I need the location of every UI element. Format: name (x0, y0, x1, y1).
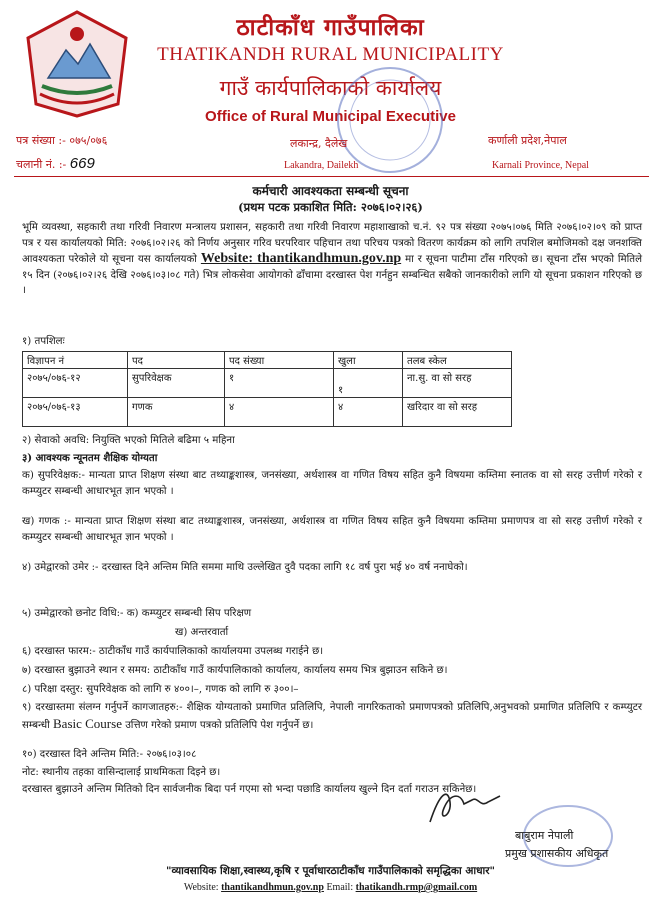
table-header-cell: पद (128, 352, 225, 369)
location-nepali: लकान्द्र, दैलेख (290, 137, 348, 150)
selection-method-interview: ख) अन्तरवार्ता (175, 627, 229, 638)
table-cell: खरिदार वा सो सरह (403, 398, 512, 427)
submission-place-time: ७) दरखास्त बुझाउने स्थान र समय: ठाटीकाँध गाउँ कार्यपालिकाको कार्यालय, कार्यालय समय भित्र बुझाउन सकिने छ। (22, 665, 448, 676)
notice-paragraph: भूमि व्यवस्था, सहकारी तथा गरिवी निवारण मन्त्रालय प्रशासन, सहकारी तथा गरिवी निवारण महाशाखाको च.नं. ९२ पत्र संख्या २०७५।०७६ मिति २०७६।०२।०९ को प्राप्त पत्र र यस कार्यालयको मिति: २०७६।०२।२६ को निर्णय अनुसार गरिव घरपरिवार पहिचान तथा परिचय पत्रको वितरण कार्यक्रम को लागि तपशिल बमोजिमको दक्ष जनशक्ति आवश्यकता परेकोले यो सूचना यस कार्यालयको Website: thantikandhmun.gov.np मा र सूचना पाटीमा टाँस गरिएको छ। सूचना टाँस भएको मितिले १५ दिन (२०७६।०२।२६ देखि २०७६।०३।०८ गते) भित्र लोकसेवा आयोगको ढाँचामा दरखास्त पेश गर्नहुन सम्बन्धित सबैको जानकारीको लागि यो सूचना प्रकाशन गरिएको छ । (22, 222, 642, 296)
table-header-row (23, 352, 512, 369)
office-name-nepali: गाउँ कार्यपालिकाको कार्यालय (219, 76, 442, 100)
dispatch-number: चलानी नं. :- 669 (16, 155, 95, 172)
details-heading: १) तपशिलः (22, 336, 65, 347)
signature-mark (420, 782, 520, 830)
footer-slogan: "व्यावसायिक शिक्षा,स्वास्थ्य,कृषि र पूर्वाधारठाटीकाँध गाउँपालिकाको समृद्धिका आधार" (165, 865, 496, 877)
province-nepali: कर्णाली प्रदेश,नेपाल (488, 134, 567, 147)
table-header-cell: विज्ञापन नं (23, 352, 128, 369)
location-english: Lakandra, Dailekh (284, 160, 359, 171)
qualification-supervisor: क) सुपरिवेक्षक:- मान्यता प्राप्त शिक्षण संस्था बाट तथ्याङ्कशास्त्र, जनसंख्या, अर्थशास्त्र वा गणित विषय सहित कुनै विषयमा कम्तिमा स्नातक वा सो सरह उत्तीर्ण गरेको र कम्प्युटर सम्बन्धी आधारभूत ज्ञान भएको । (22, 470, 642, 497)
notice-title: कर्मचारी आवश्यकता सम्बन्धी सूचना (252, 184, 409, 198)
dispatch-number-handwritten: 669 (69, 155, 95, 172)
table-cell: २०७५/०७६-१३ (23, 398, 128, 427)
exam-fee: ८) परिक्षा दस्तुर: सुपरिवेक्षक को लागि रु ४००।–, गणक को लागि रु ३००।– (22, 684, 299, 695)
notice-subtitle: (प्रथम पटक प्रकाशित मिति: २०७६।०२।२६) (238, 200, 423, 214)
required-documents: ९) दरखास्तमा संलग्न गर्नुपर्ने कागजातहरु:- शैक्षिक योग्यताको प्रमाणित प्रतिलिपि, नेपाली नागरिकताको प्रमाणपत्रको प्रतिलिपि,अनुभवको प्रमाणित प्रतिलिपि र कम्प्युटर सम्बन्धी Basic Course उत्तिण गरेको प्रमाण पत्रको प्रतिलिपि पेश गर्नुपर्ने छ। (22, 702, 642, 731)
municipality-name-nepali: ठाटीकाँध गाउँपालिका (236, 14, 425, 41)
footer-website-link[interactable]: thantikandhmun.gov.np (221, 882, 324, 893)
table-cell: सुपरिवेक्षक (128, 369, 225, 398)
candidate-age: ४) उमेद्वारको उमेर :- दरखास्त दिने अन्तिम मिति सममा माथि उल्लेखित दुवै पदका लागि १८ वर्ष पुरा भई ४० वर्ष ननाघेको। (22, 562, 468, 573)
application-form: ६) दरखास्त फारम:- ठाटीकाँध गाउँ कार्यपालिकाको कार्यालयमा उपलब्ध गराईने छ। (22, 646, 324, 657)
signatory-designation: प्रमुख प्रशासकीय अधिकृत (505, 847, 609, 860)
table-cell: ना.सु. वा सो सरह (403, 369, 512, 398)
table-header-cell: पद संख्या (225, 352, 334, 369)
table-cell: १ (334, 369, 403, 398)
table-cell: ४ (225, 398, 334, 427)
table-header-cell: तलब स्केल (403, 352, 512, 369)
table-header-cell: खुला (334, 352, 403, 369)
closing-paragraph: दरखास्त बुझाउने अन्तिम मितिको दिन सार्वजनीक बिदा पर्न गएमा सो भन्दा पछाडि कार्यालय खुल्ने दिन दर्ता गराउन सकिनेछ। (22, 784, 477, 795)
table-row (23, 398, 512, 427)
letter-number: पत्र संख्या :- ०७५/०७६ (16, 134, 108, 147)
table-cell: गणक (128, 398, 225, 427)
priority-note: नोट: स्थानीय तहका वासिन्दालाई प्राथमिकता दिइने छ। (22, 767, 221, 778)
municipality-name-english: THATIKANDH RURAL MUNICIPALITY (157, 44, 504, 65)
vacancy-table (22, 351, 512, 427)
header-divider (14, 176, 649, 177)
table-row (23, 369, 512, 398)
service-duration: २) सेवाको अवधि: नियुक्ति भएको मितिले बढिमा ५ महिना (22, 435, 235, 446)
province-english: Karnali Province, Nepal (492, 160, 589, 171)
footer-email-link[interactable]: thatikandh.rmp@gmail.com (355, 882, 478, 893)
office-name-english: Office of Rural Municipal Executive (205, 108, 456, 125)
table-cell: ४ (334, 398, 403, 427)
table-cell: १ (225, 369, 334, 398)
qualification-enumerator: ख) गणक :- मान्यता प्राप्त शिक्षण संस्था बाट तथ्याङ्कशास्त्र, जनसंख्या, अर्थशास्त्र वा गणित विषय सहित कुनै विषयमा कम्तिमा प्रमाणपत्र वा सो सरह उत्तीर्ण गरेको र कम्प्युटर सम्बन्धी आधारभूत ज्ञान भएको । (22, 516, 642, 543)
qualification-heading: ३) आवश्यक न्यूनतम शैक्षिक योग्यता (22, 452, 158, 464)
table-cell: २०७५/०७६-१२ (23, 369, 128, 398)
selection-method: ५) उम्मेद्वारको छनोट विधि:- क) कम्प्युटर सम्बन्धी सिप परिक्षण (22, 608, 252, 619)
signatory-name: बाबुराम नेपाली (515, 829, 574, 842)
application-deadline: १०) दरखास्त दिने अन्तिम मिति:- २०७६।०३।०८ (22, 749, 197, 760)
website-inline: Website: thantikandhmun.gov.np (200, 251, 402, 266)
footer-contact: Website: thantikandhmun.gov.np Email: thatikandh.rmp@gmail.com (183, 882, 478, 893)
